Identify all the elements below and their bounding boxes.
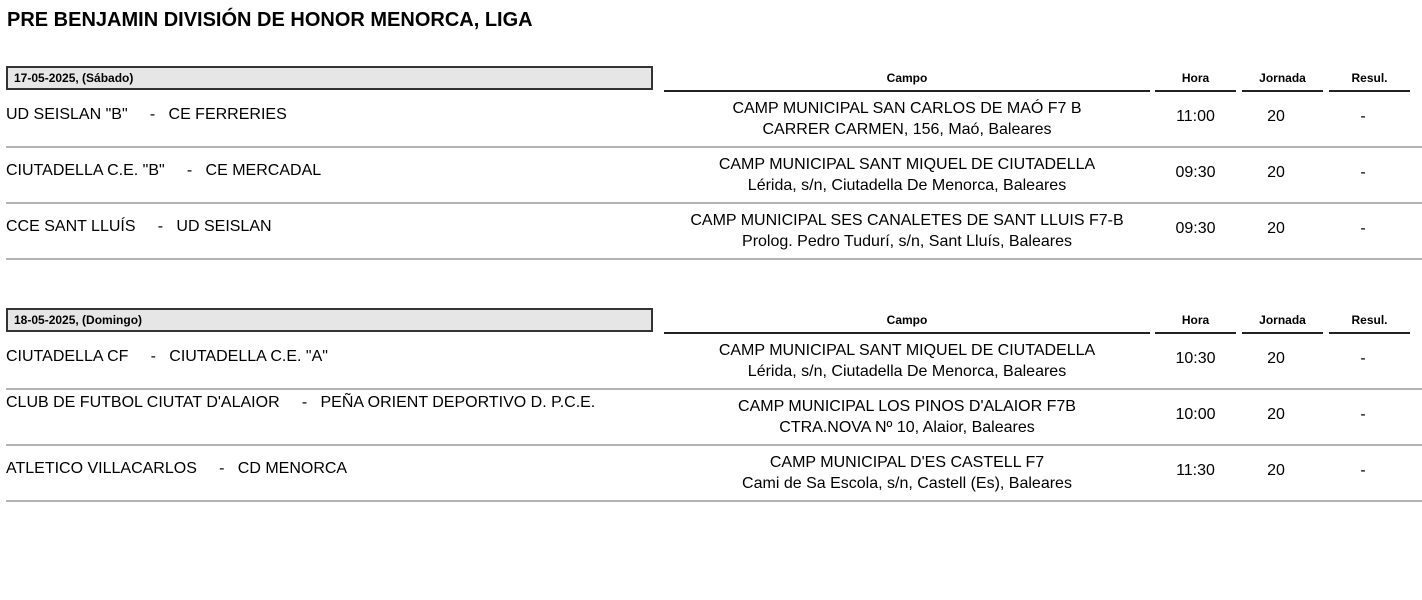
match-row xyxy=(6,446,1422,502)
field-name: CAMP MUNICIPAL D'ES CASTELL F7 xyxy=(769,454,1045,471)
match-result: - xyxy=(1360,220,1366,237)
match-field xyxy=(664,340,1150,382)
date-header: 17-05-2025, (Sábado) xyxy=(6,66,653,90)
match-round: 20 xyxy=(1267,350,1285,367)
match-teams: CCE SANT LLUÍS - UD SEISLAN xyxy=(6,218,272,235)
match-teams: ATLETICO VILLACARLOS - CD MENORCA xyxy=(6,460,348,477)
field-name: CAMP MUNICIPAL LOS PINOS D'ALAIOR F7B xyxy=(738,398,1076,415)
match-result: - xyxy=(1360,164,1366,181)
field-address: Lérida, s/n, Ciutadella De Menorca, Baleares xyxy=(747,363,1067,380)
match-field xyxy=(664,98,1150,140)
date-header: 18-05-2025, (Domingo) xyxy=(6,308,653,332)
column-header-jornada: Jornada xyxy=(1242,68,1323,92)
match-time: 09:30 xyxy=(1175,220,1216,237)
field-name: CAMP MUNICIPAL SANT MIQUEL DE CIUTADELLA xyxy=(718,342,1096,359)
page-title: PRE BENJAMIN DIVISIÓN DE HONOR MENORCA, LIGA xyxy=(7,9,533,31)
match-teams: CIUTADELLA C.E. "B" - CE MERCADAL xyxy=(6,162,322,179)
field-address: CTRA.NOVA Nº 10, Alaior, Baleares xyxy=(779,419,1035,436)
match-row xyxy=(6,148,1422,204)
match-teams: UD SEISLAN "B" - CE FERRERIES xyxy=(6,106,287,123)
match-time: 09:30 xyxy=(1175,164,1216,181)
field-address: CARRER CARMEN, 156, Maó, Baleares xyxy=(762,121,1052,138)
match-time: 10:30 xyxy=(1175,350,1216,367)
match-field xyxy=(664,154,1150,196)
match-round: 20 xyxy=(1267,220,1285,237)
column-header-resul: Resul. xyxy=(1329,68,1410,92)
match-field xyxy=(664,452,1150,494)
match-result: - xyxy=(1360,350,1366,367)
column-header-hora: Hora xyxy=(1155,310,1236,334)
match-row xyxy=(6,334,1422,390)
match-result: - xyxy=(1360,406,1366,423)
match-time: 10:00 xyxy=(1175,406,1216,423)
column-header-campo: Campo xyxy=(664,68,1150,92)
field-address: Cami de Sa Escola, s/n, Castell (Es), Baleares xyxy=(742,475,1072,492)
match-result: - xyxy=(1360,462,1366,479)
field-address: Prolog. Pedro Tudurí, s/n, Sant Lluís, Baleares xyxy=(742,233,1072,250)
match-round: 20 xyxy=(1267,406,1285,423)
field-name: CAMP MUNICIPAL SANT MIQUEL DE CIUTADELLA xyxy=(718,156,1096,173)
match-field xyxy=(664,396,1150,438)
field-name: CAMP MUNICIPAL SAN CARLOS DE MAÓ F7 B xyxy=(732,100,1082,117)
match-round: 20 xyxy=(1267,462,1285,479)
match-round: 20 xyxy=(1267,108,1285,125)
match-row xyxy=(6,204,1422,260)
match-teams: CIUTADELLA CF - CIUTADELLA C.E. "A" xyxy=(6,348,328,365)
match-time: 11:00 xyxy=(1176,108,1215,125)
match-field xyxy=(664,210,1150,252)
match-result: - xyxy=(1360,108,1366,125)
match-time: 11:30 xyxy=(1176,462,1215,479)
column-header-hora: Hora xyxy=(1155,68,1236,92)
match-row xyxy=(6,92,1422,148)
column-header-campo: Campo xyxy=(664,310,1150,334)
match-teams: CLUB DE FUTBOL CIUTAT D'ALAIOR - PEÑA ORIENT DEPORTIVO D. P.C.E. xyxy=(6,394,596,411)
column-header-jornada: Jornada xyxy=(1242,310,1323,334)
field-name: CAMP MUNICIPAL SES CANALETES DE SANT LLUIS F7-B xyxy=(690,212,1124,229)
column-header-resul: Resul. xyxy=(1329,310,1410,334)
field-address: Lérida, s/n, Ciutadella De Menorca, Baleares xyxy=(747,177,1067,194)
match-row xyxy=(6,390,1422,446)
match-round: 20 xyxy=(1267,164,1285,181)
